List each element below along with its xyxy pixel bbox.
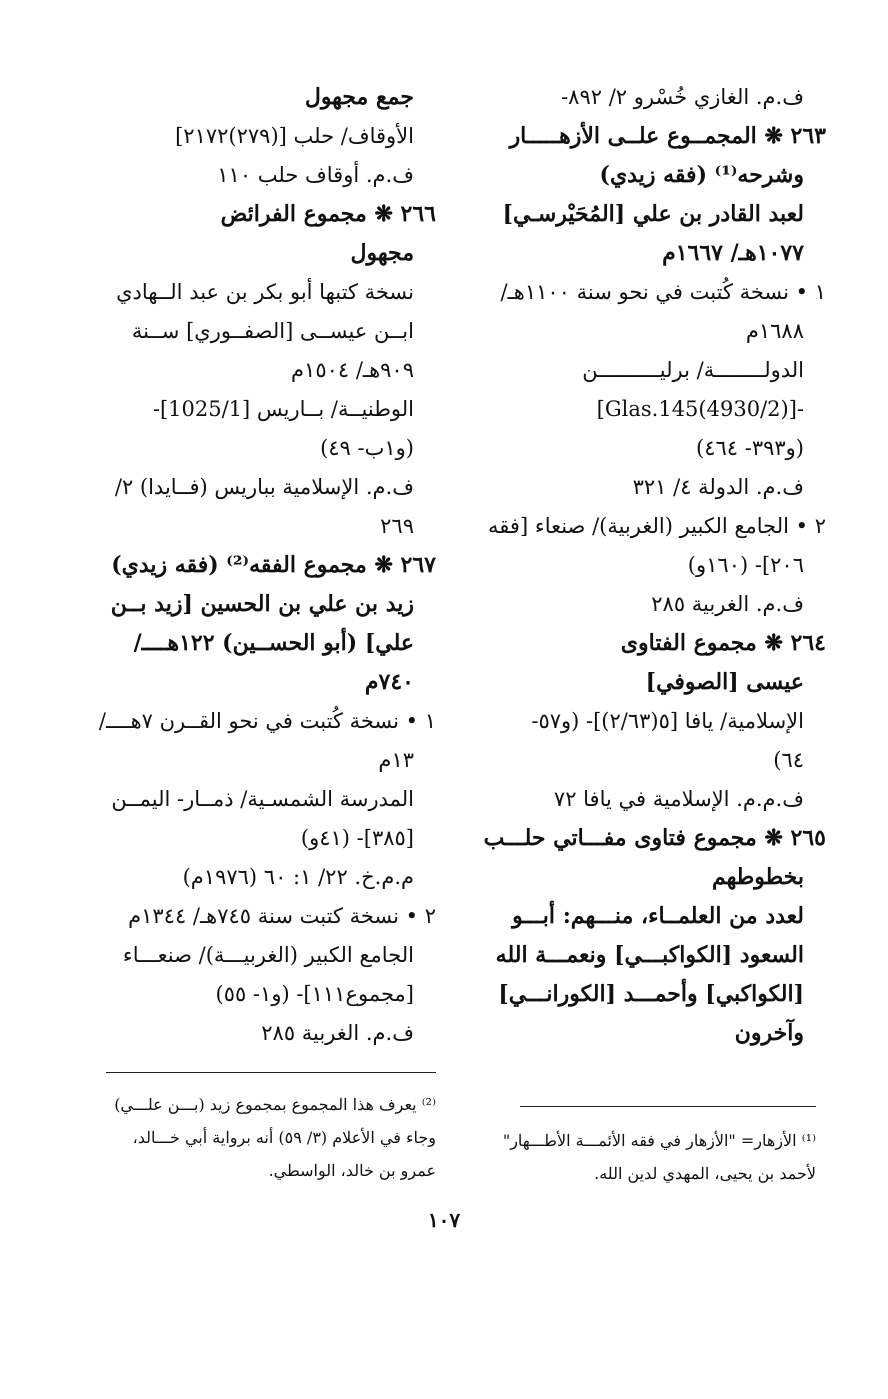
footnote-line: لأحمد بن يحيى، المهدي لدين الله. (594, 1164, 816, 1183)
text-line: ١ • نسخة كُتبت في نحو سنة ١١٠٠هـ/ (500, 280, 826, 304)
text-line: الوطنيــة/ بــاريس [1025/1]- (152, 397, 414, 421)
text-line: وشرحه⁽¹⁾ (فقه زيدي) (599, 162, 804, 188)
catalog-reference: ف.م.م. الإسلامية في يافا ٧٢ (553, 787, 804, 811)
text-line: ٦٤) (773, 748, 804, 772)
footnote-line: وجاء في الأعلام (٣/ ٥٩) أنه برواية أبي خـــالد، (132, 1128, 436, 1147)
catalog-reference: ف.م. الغربية ٢٨٥ (261, 1021, 414, 1045)
text-line: زيد بن علي بن الحسين [زيد بــن (110, 591, 414, 617)
text-line: [الكواكبي] وأحمـــد [الكورانـــي] (498, 981, 804, 1007)
footnote-right (476, 1124, 816, 1190)
text-line: الإسلامية/ يافا [٥(٢/٦٣)]- (و٥٧- (531, 709, 804, 733)
text-line: نسخة كتبها أبو بكر بن عبد الــهادي (116, 280, 414, 304)
text-line: مجهول (350, 240, 414, 266)
page-number: ١٠٧ (427, 1208, 461, 1232)
footnote-rule-left (106, 1072, 436, 1073)
text-line: الجامع الكبير (الغربيـــة)/ صنعـــاء (122, 943, 414, 967)
footnote-rule-right (520, 1106, 816, 1107)
footnote-line: عمرو بن خالد، الواسطي. (268, 1161, 436, 1180)
text-line: بخطوطهم (711, 864, 804, 890)
catalog-reference: ف.م. الغازي خُسْرو ٢/ ٨٩٢- (561, 85, 804, 109)
catalog-reference: م.م.خ. ٢٢/ ١: ٦٠ (١٩٧٦م) (182, 865, 414, 889)
text-line: [مجموع١١١]- (و١- ٥٥) (215, 982, 414, 1006)
footnote-line: ⁽¹⁾ الأزهار= "الأزهار في فقه الأئمـــة الأطـــهار" (502, 1131, 816, 1150)
entry-heading: ٢٦٤ ❋ مجموع الفتاوى (620, 630, 826, 656)
text-line: جمع مجهول (304, 84, 414, 110)
text-line: لعبد القادر بن علي [المُحَيْرسـي] (502, 201, 804, 227)
text-line: ١٠٧٧هـ/ ١٦٦٧م (662, 240, 804, 266)
footnote-left (86, 1088, 436, 1187)
text-line: ١٣م (378, 748, 414, 772)
text-line: الدولــــــــة/ برليــــــــــن (582, 358, 804, 382)
right-column (481, 78, 826, 1053)
text-line: وآخرون (734, 1020, 804, 1046)
entry-heading: ٢٦٧ ❋ مجموع الفقه⁽²⁾ (فقه زيدي) (111, 552, 436, 578)
left-column (86, 78, 436, 1053)
text-line: عيسى [الصوفي] (645, 669, 804, 695)
footnote-line: ⁽²⁾ يعرف هذا المجموع بمجموع زيد (بـــن علـــي) (114, 1095, 436, 1114)
catalog-reference: ف.م. أوقاف حلب ١١٠ (217, 163, 414, 187)
text-line: ٢ • الجامع الكبير (الغربية)/ صنعاء [فقه (488, 514, 826, 538)
entry-heading: ٢٦٥ ❋ مجموع فتاوى مفـــاتي حلـــب (483, 825, 826, 851)
text-line: (و٣٩٣- ٤٦٤) (695, 436, 804, 460)
text-line: لعدد من العلمــاء، منـــهم: أبـــو (512, 903, 804, 929)
text-line: ٧٤٠م (364, 669, 414, 695)
catalog-reference: ف.م. الدولة ٤/ ٣٢١ (632, 475, 804, 499)
entry-heading: ٢٦٣ ❋ المجمــوع علــى الأزهـــــار (509, 123, 826, 149)
text-line: المدرسة الشمسـية/ ذمــار- اليمــن (111, 787, 414, 811)
text-line: -[(4930/2)Glas.145] (596, 397, 804, 421)
text-line: الأوقاف/ حلب [(٢٧٩)٢١٧٢] (175, 124, 414, 148)
entry-heading: ٢٦٦ ❋ مجموع الفرائض (220, 201, 436, 227)
text-line: السعود [الكواكبـــي] ونعمـــة الله (495, 942, 804, 968)
text-line: ابــن عيســى [الصفــوري] ســنة (131, 319, 414, 343)
text-line: ١ • نسخة كُتبت في نحو القــرن ٧هــــ/ (98, 709, 436, 733)
text-line: علي] (أبو الحســين) ١٢٢هــــ/ (133, 630, 414, 656)
text-line: ٢ • نسخة كتبت سنة ٧٤٥هـ/ ١٣٤٤م (128, 904, 436, 928)
text-line: ١٦٨٨م (745, 319, 804, 343)
text-line: (و١ب- ٤٩) (320, 436, 414, 460)
text-line: ٢٠٦]- (١٦٠و) (687, 553, 804, 577)
catalog-reference: ٢٦٩ (380, 514, 414, 538)
catalog-reference: ف.م. الغربية ٢٨٥ (651, 592, 804, 616)
text-line: ٩٠٩هـ/ ١٥٠٤م (291, 358, 414, 382)
text-line: [٣٨٥]- (٤١و) (300, 826, 414, 850)
catalog-reference: ف.م. الإسلامية بباريس (فــايدا) ٢/ (114, 475, 414, 499)
